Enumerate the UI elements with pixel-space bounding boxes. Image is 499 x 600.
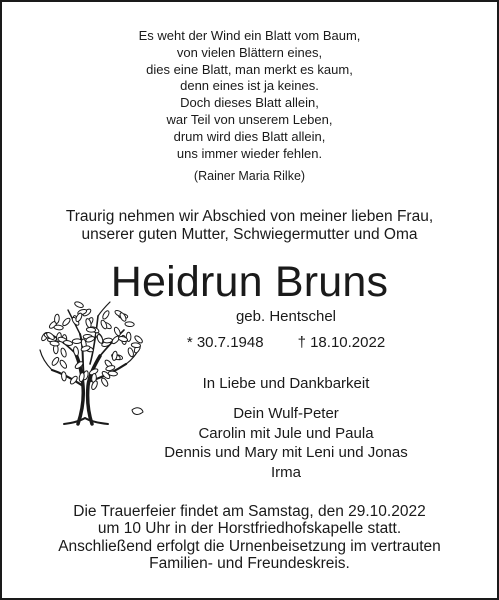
poem: [2, 28, 497, 185]
leaf: [60, 348, 67, 358]
poem-line: denn eines ist ja keines.: [180, 78, 319, 94]
poem-line: von vielen Blättern eines,: [176, 44, 323, 60]
mourners-heading: In Liebe und Dankbarkeit: [202, 375, 370, 392]
leaf: [51, 356, 60, 366]
leaf: [75, 312, 83, 322]
leaf: [73, 346, 79, 356]
leaf: [86, 327, 96, 332]
leaf: [102, 310, 111, 320]
leaf: [61, 372, 66, 382]
leaf: [69, 375, 78, 385]
mourner-line: Irma: [271, 463, 301, 481]
poem-line: drum wird dies Blatt allein,: [173, 128, 326, 144]
falling-leaf: [132, 408, 143, 415]
leaf: [59, 359, 68, 369]
birth-name: geb. Hentschel: [235, 308, 337, 325]
leaf: [45, 331, 55, 340]
leaf: [100, 319, 108, 329]
leaf: [54, 314, 59, 324]
death-date: † 18.10.2022: [297, 334, 386, 351]
poem-line: Doch dieses Blatt allein,: [180, 95, 319, 111]
ceremony-line: Familien- und Freundeskreis.: [149, 554, 350, 572]
leaf: [113, 326, 121, 336]
leaf: [108, 371, 118, 376]
intro-line: Traurig nehmen wir Abschied von meiner lieben Frau,: [65, 208, 434, 225]
farewell-intro: [2, 208, 497, 243]
leaf: [119, 312, 127, 322]
ceremony-info: [2, 503, 497, 572]
birth-date: * 30.7.1948: [186, 334, 264, 351]
mourner-line: Dennis und Mary mit Leni und Jonas: [164, 444, 408, 461]
intro-line: unserer guten Mutter, Schwiegermutter und Oma: [81, 225, 418, 243]
leaf: [131, 342, 141, 348]
deceased-name: Heidrun Bruns: [110, 258, 389, 306]
poem-author: (Rainer Maria Rilke): [193, 169, 306, 184]
leaf: [127, 347, 134, 357]
ceremony-line: Anschließend erfolgt die Urnenbeisetzung im vertrauten: [58, 537, 441, 555]
leaf: [63, 340, 73, 346]
leaf: [54, 325, 64, 330]
poem-line: Es weht der Wind ein Blatt vom Baum,: [138, 28, 361, 43]
ceremony-line: Die Trauerfeier findet am Samstag, den 29.10.2022: [73, 503, 426, 520]
leaf: [103, 338, 113, 344]
poem-line: war Teil von unserem Leben,: [166, 111, 333, 127]
life-dates: [132, 333, 440, 353]
leaf: [125, 322, 134, 327]
tree-icon: [34, 294, 146, 429]
leaf: [74, 301, 84, 309]
ceremony-line: um 10 Uhr in der Horstfriedhofskapelle statt.: [97, 520, 402, 538]
poem-line: dies eine Blatt, man merkt es kaum,: [146, 61, 353, 77]
poem-line: uns immer wieder fehlen.: [176, 145, 323, 161]
tree-leaves: [40, 301, 143, 391]
leaf: [72, 339, 81, 344]
mourner-line: Carolin mit Jule und Paula: [198, 424, 374, 442]
mourner-line: Dein Wulf-Peter: [233, 405, 339, 422]
mourners-list: [132, 404, 440, 482]
leaf: [62, 317, 72, 327]
